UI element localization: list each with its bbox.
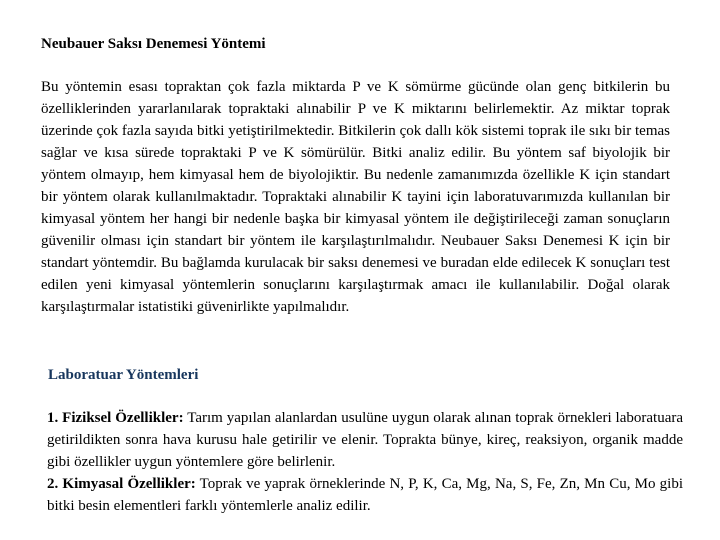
physical-properties-text: Tarım yapılan alanlardan usulüne uygun olarak alınan toprak örnekleri laboratuara getirildikten sonra hava kurusu hale getirilir ve elenir. Toprakta bünye, kireç, reaksiyon, organik madde gibi özellikler uygun yöntemlere göre belirlenir.: [47, 410, 684, 470]
chemical-properties-text: Toprak ve yaprak örneklerinde N, P, K, Ca, Mg, Na, S, Fe, Zn, Mn Cu, Mo gibi bitki besin elementleri farklı yöntemlerle analiz edilir.: [47, 476, 684, 514]
physical-properties-label: 1. Fiziksel Özellikler:: [47, 410, 184, 426]
intro-paragraph: Bu yöntemin esası topraktan çok fazla miktarda P ve K sömürme gücünde olan genç bitkilerin bu özelliklerinden yararlanılarak topraktaki alınabilir P ve K miktarını belirlemektir. Az miktar toprak üzerinde çok fazla sayıda bitki yetiştirilmektedir. Bitkilerin çok dallı kök sistemi toprak ile sıkı bir temas sağlar ve kısa sürede topraktaki P ve K sömürülür. Bitki analiz edilir. Bu yöntem saf biyolojik bir yöntem olmayıp, hem kimyasal hem de biyolojiktir. Bu nedenle zamanımızda özellikle K için standart bir yöntem olarak kullanılmaktadır. Topraktaki alınabilir K tayini için laboratuvarımızda kullanılan bir kimyasal yöntem her hangi bir nedenle başka bir kimyasal yöntem ile değiştirileceği zaman sonuçların güvenilir olması için standart bir yöntem ile karşılaştırılmalıdır. Neubauer Saksı Denemesi K için bir standart yöntemdir. Bu bağlamda kurulacak bir saksı denemesi ve buradan elde edilecek K sonuçları test edilen yeni kimyasal yöntemlerin sonuçlarını karşılaştırmak amacı ile kullanılabilir. Doğal olarak karşılaştırmalar istatistiki güvenirlikte yapılmalıdır.: [41, 79, 670, 315]
lab-methods-heading: Laboratuar Yöntemleri: [48, 367, 199, 383]
document-title: Neubauer Saksı Denemesi Yöntemi: [41, 36, 266, 52]
lab-methods-list: [47, 407, 683, 517]
chemical-properties-label: 2. Kimyasal Özellikler:: [47, 476, 196, 492]
